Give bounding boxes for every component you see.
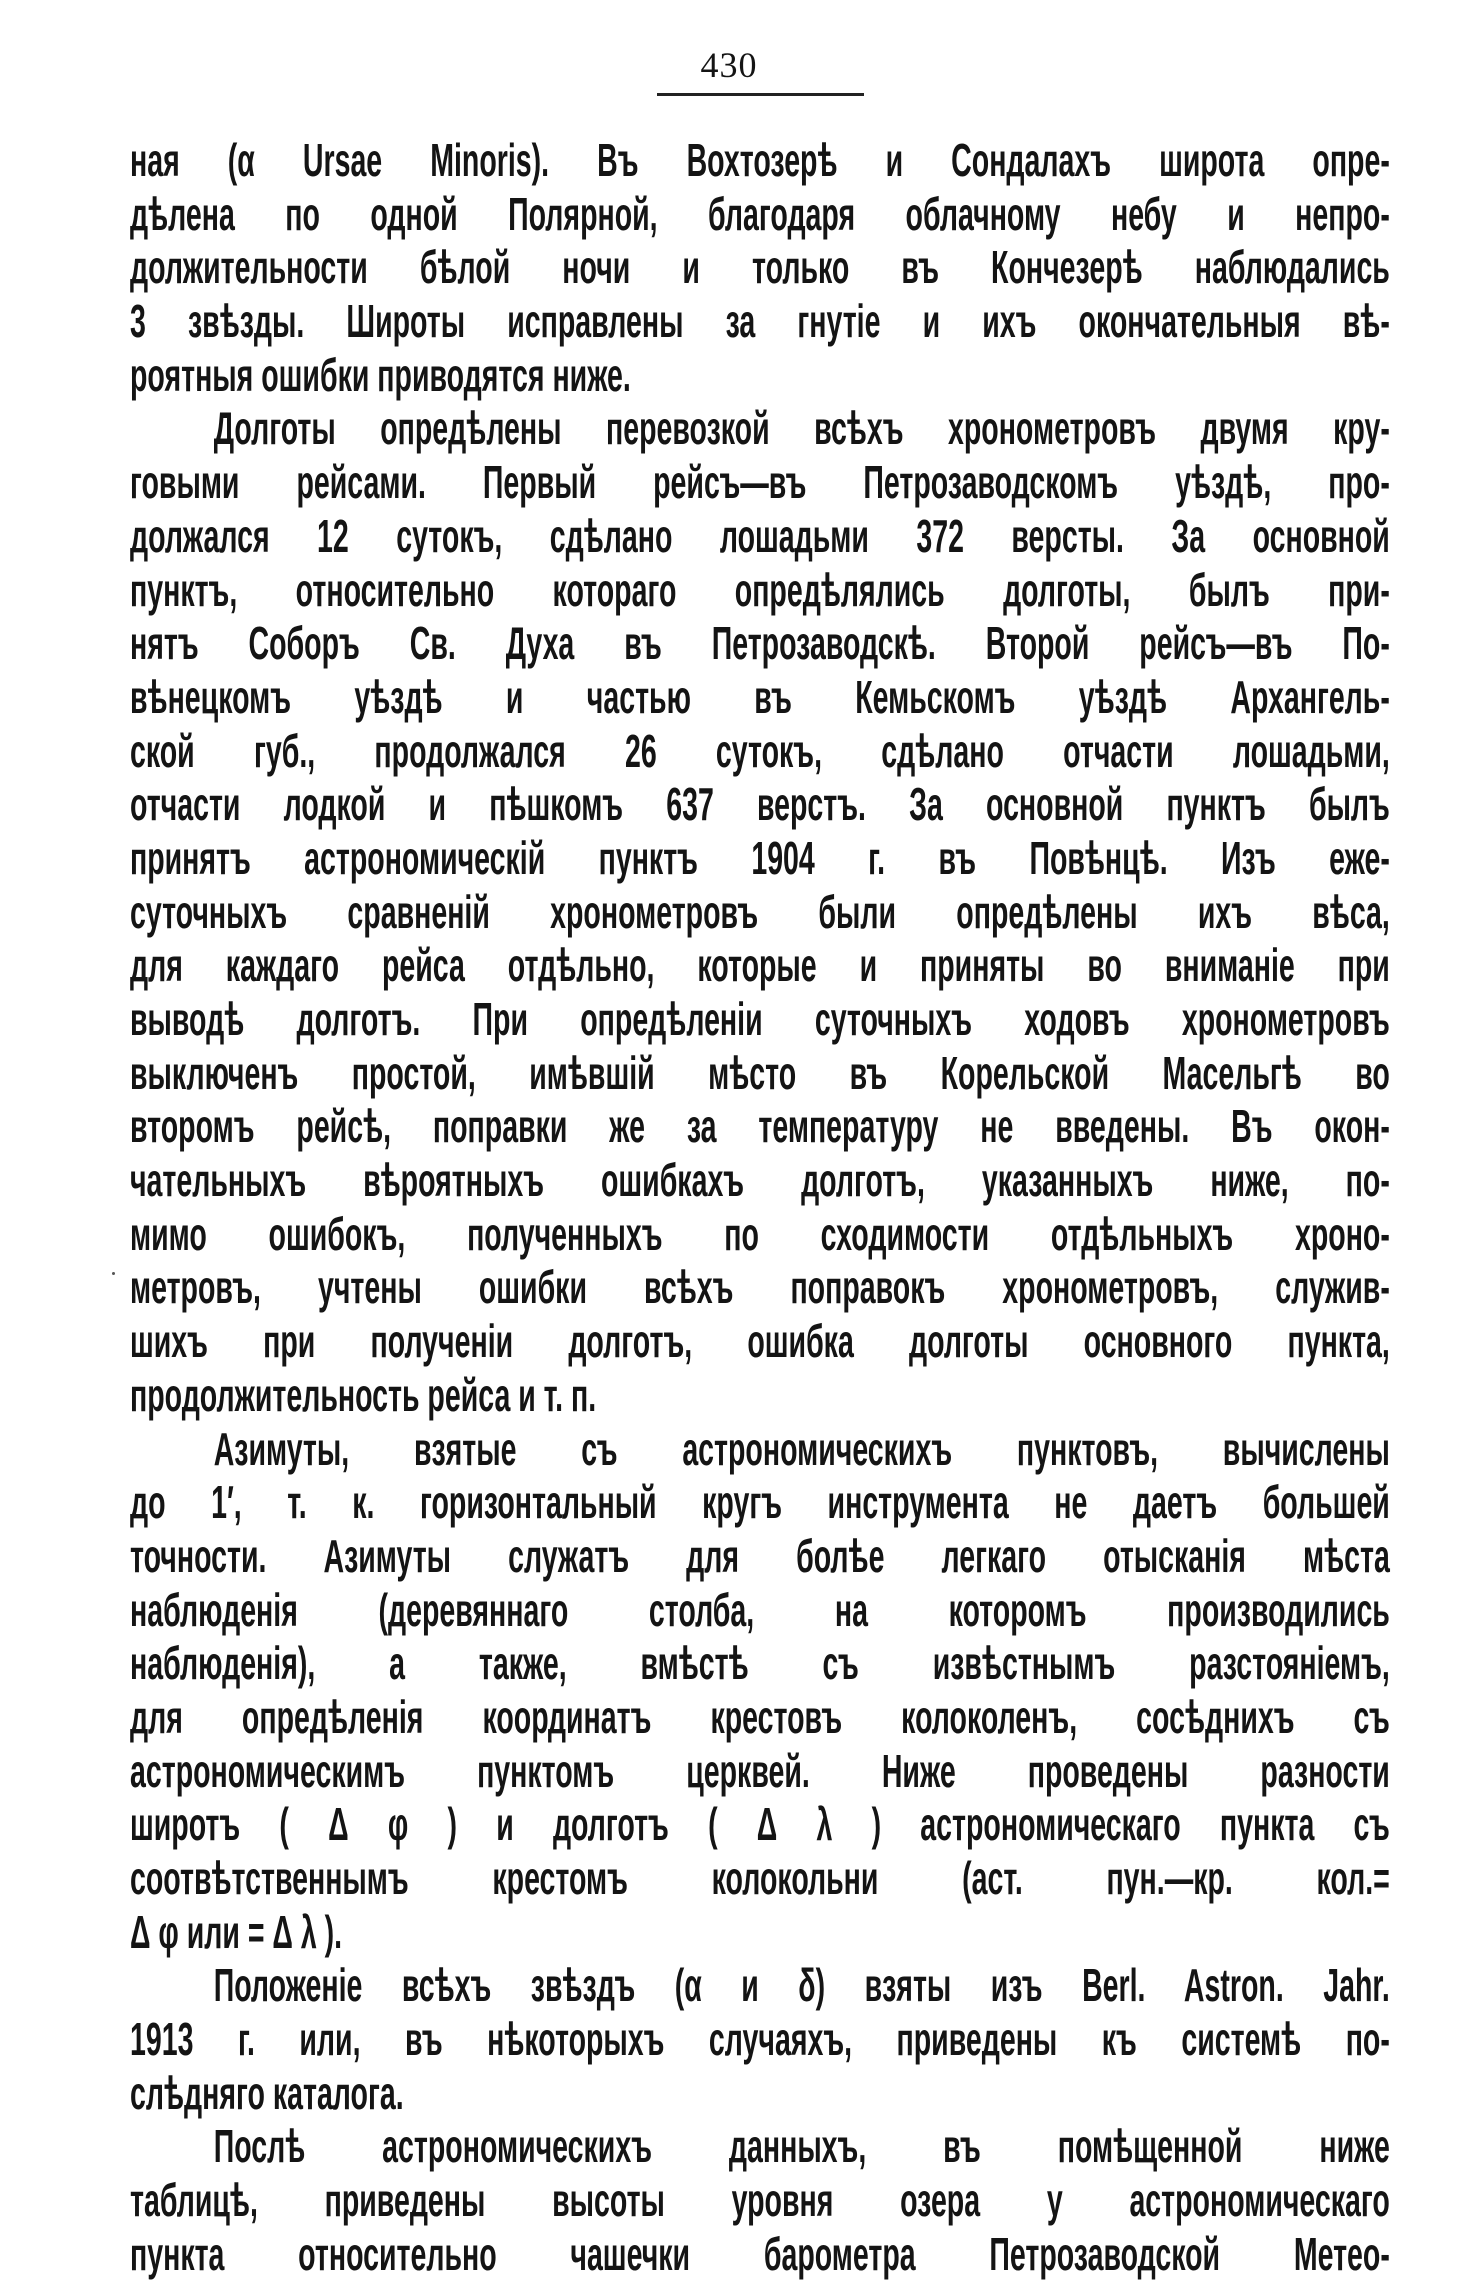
text-line: пунктъ, относительно котораго опредѣлялись долготы, былъ при- (130, 563, 1390, 616)
text-line: Долготы опредѣлены перевозкой всѣхъ хронометровъ двумя кру- (213, 402, 1390, 455)
text-line: суточныхъ сравненій хронометровъ были опредѣлены ихъ вѣса, (130, 885, 1390, 938)
page-number: 430 (700, 45, 758, 85)
text-line: для опредѣленія координатъ крестовъ колоколенъ, сосѣднихъ съ (130, 1690, 1390, 1743)
text-line: роятныя ошибки приводятся ниже. (130, 348, 631, 401)
text-line: до 1′, т. к. горизонтальный кругъ инструмента не даетъ большей (130, 1476, 1390, 1529)
paragraph (130, 1423, 1390, 1960)
text-line: слѣдняго каталога. (130, 2066, 404, 2119)
paragraph (130, 2120, 1390, 2281)
text-line: продолжительность рейса и т. п. (130, 1368, 597, 1421)
text-line: Положеніе всѣхъ звѣздъ (α и δ) взяты изъ Berl. Astron. Jahr. (213, 1959, 1390, 2012)
text-line: мимо ошибокъ, полученныхъ по сходимости отдѣльныхъ хроно- (130, 1207, 1390, 1260)
text-line: 1913 г. или, въ нѣкоторыхъ случаяхъ, приведены къ системѣ по- (130, 2013, 1390, 2066)
text-line: широтъ ( Δ φ ) и долготъ ( Δ λ ) астрономическаго пункта съ (130, 1798, 1390, 1851)
text-line: пункта относительно чашечки барометра Петрозаводской Метео- (130, 2227, 1390, 2280)
text-line: принятъ астрономическій пунктъ 1904 г. въ Повѣнцѣ. Изъ еже- (130, 831, 1390, 884)
text-line: выводѣ долготъ. При опредѣленіи суточныхъ ходовъ хронометровъ (130, 993, 1390, 1045)
header-rule (657, 93, 864, 96)
text-line: 3 звѣзды. Широты исправлены за гнутіе и ихъ окончательныя вѣ- (130, 295, 1390, 348)
body-text (130, 134, 1390, 2282)
text-line: Азимуты, взятые съ астрономическихъ пунктовъ, вычислены (213, 1422, 1390, 1475)
text-line: ная (α Ursae Minoris). Въ Вохтозерѣ и Сондалахъ широта опре- (130, 134, 1390, 186)
text-line: должительности бѣлой ночи и только въ Кончезерѣ наблюдались (130, 241, 1390, 294)
text-line: Послѣ астрономическихъ данныхъ, въ помѣщенной ниже (213, 2120, 1390, 2173)
text-line: нятъ Соборъ Св. Духа въ Петрозаводскѣ. Второй рейсъ—въ По- (130, 617, 1390, 670)
text-line: таблицѣ, приведены высоты уровня озера у астрономическаго (130, 2174, 1390, 2227)
text-line: шихъ при полученіи долготъ, ошибка долготы основного пункта, (130, 1315, 1390, 1368)
text-line: соотвѣтственнымъ крестомъ колокольни (аст. пун.—кр. кол.= (130, 1852, 1390, 1904)
text-line: второмъ рейсѣ, поправки же за температуру не введены. Въ окон- (130, 1100, 1390, 1153)
text-line: выключенъ простой, имѣвшій мѣсто въ Корельской Масельгѣ во (130, 1046, 1390, 1099)
text-line: дѣлена по одной Полярной, благодаря облачному небу и непро- (130, 187, 1390, 240)
text-line: для каждаго рейса отдѣльно, которые и приняты во вниманіе при (130, 939, 1390, 992)
paragraph (130, 134, 1390, 402)
text-line: говыми рейсами. Первый рейсъ—въ Петрозаводскомъ уѣздѣ, про- (130, 456, 1390, 509)
text-line: метровъ, учтены ошибки всѣхъ поправокъ хронометровъ, служив- (130, 1261, 1390, 1314)
text-line: наблюденія (деревяннаго столба, на которомъ производились (130, 1583, 1390, 1636)
text-line: должался 12 сутокъ, сдѣлано лошадьми 372 версты. За основной (130, 509, 1390, 562)
text-line: вѣнецкомъ уѣздѣ и частью въ Кемьскомъ уѣздѣ Архангель- (130, 670, 1390, 723)
text-line: точности. Азимуты служатъ для болѣе легкаго отысканія мѣста (130, 1529, 1390, 1582)
text-line: Δ φ или = Δ λ ). (130, 1905, 343, 1958)
text-line: наблюденія), а также, вмѣстѣ съ извѣстнымъ разстояніемъ, (130, 1637, 1390, 1690)
text-line: отчасти лодкой и пѣшкомъ 637 верстъ. За основной пунктъ былъ (130, 778, 1390, 831)
text-line: ской губ., продолжался 26 сутокъ, сдѣлано отчасти лошадьми, (130, 724, 1390, 777)
paragraph (130, 1959, 1390, 2120)
text-line: чательныхъ вѣроятныхъ ошибкахъ долготъ, указанныхъ ниже, по- (130, 1154, 1390, 1207)
scan-speck (112, 1272, 115, 1275)
text-line: астрономическимъ пунктомъ церквей. Ниже проведены разности (130, 1744, 1390, 1797)
paragraph (130, 402, 1390, 1422)
